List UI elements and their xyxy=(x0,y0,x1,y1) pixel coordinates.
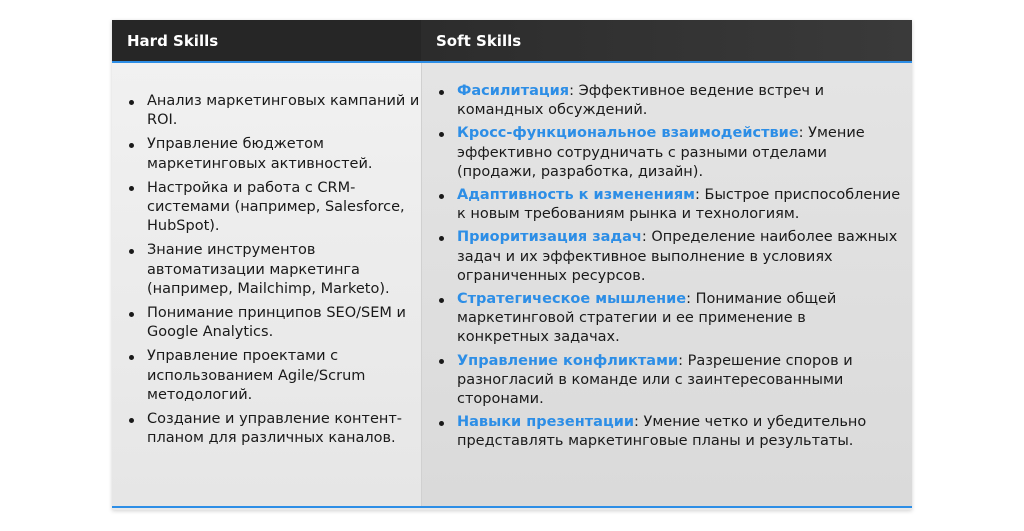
table-body xyxy=(112,63,912,508)
soft-skill-desc: : Разрешение споров и разногласий в команде или с заинтересованными сторонами. xyxy=(457,352,853,408)
soft-skill-item xyxy=(436,82,912,120)
hard-skill-item: Настройка и работа с CRM-системами (например, Salesforce, HubSpot). xyxy=(126,179,421,237)
soft-skills-list xyxy=(436,82,912,452)
soft-skill-term: Стратегическое мышление xyxy=(457,291,687,308)
soft-skill-term: Фасилитация xyxy=(457,83,570,99)
hard-skills-header: Hard Skills xyxy=(112,20,421,61)
soft-skills-header: Soft Skills xyxy=(421,20,912,61)
soft-skill-term: Адаптивность к изменениям xyxy=(457,187,696,204)
soft-skill-item xyxy=(436,228,912,286)
soft-skill-desc: : Эффективное ведение встреч и командных обсуждений. xyxy=(457,83,825,119)
table-header xyxy=(112,20,912,63)
soft-skill-item xyxy=(436,124,912,182)
soft-skill-desc: : Умение четко и убедительно представлять маркетинговые планы и результаты. xyxy=(457,414,867,450)
soft-skill-term: Приоритизация задач xyxy=(457,229,642,246)
soft-skill-term: Управление конфликтами xyxy=(457,352,679,369)
soft-skill-term: Кросс-функциональное взаимодействие xyxy=(457,125,799,142)
hard-skill-item: Управление бюджетом маркетинговых активностей. xyxy=(126,135,421,173)
hard-skill-item: Управление проектами с использованием Agile/Scrum методологий. xyxy=(126,347,421,405)
soft-skill-item xyxy=(436,290,912,348)
hard-skill-item: Понимание принципов SEO/SEM и Google Analytics. xyxy=(126,304,421,342)
soft-skill-desc: : Быстрое приспособление к новым требованиям рынка и технологиям. xyxy=(457,187,901,223)
hard-skill-item: Анализ маркетинговых кампаний и ROI. xyxy=(126,92,421,130)
soft-skill-desc: : Определение наиболее важных задач и их эффективное выполнение в условиях ограниченных ресурсов. xyxy=(457,229,898,284)
soft-skill-desc: : Умение эффективно сотрудничать с разными отделами (продажи, разработка, дизайн). xyxy=(457,125,865,180)
soft-skill-item xyxy=(436,413,912,451)
hard-skills-column xyxy=(112,63,421,506)
soft-skill-item xyxy=(436,352,912,410)
hard-skill-item: Знание инструментов автоматизации маркетинга (например, Mailchimp, Marketo). xyxy=(126,241,421,299)
soft-skills-column xyxy=(421,63,912,506)
soft-skill-term: Навыки презентации xyxy=(457,414,635,431)
skills-table xyxy=(112,20,912,510)
hard-skill-item: Создание и управление контент-планом для различных каналов. xyxy=(126,410,421,448)
soft-skill-desc: : Понимание общей маркетинговой стратегии и ее применение в конкретных задачах. xyxy=(457,291,837,346)
soft-skill-item xyxy=(436,186,912,224)
hard-skills-list xyxy=(126,92,421,448)
